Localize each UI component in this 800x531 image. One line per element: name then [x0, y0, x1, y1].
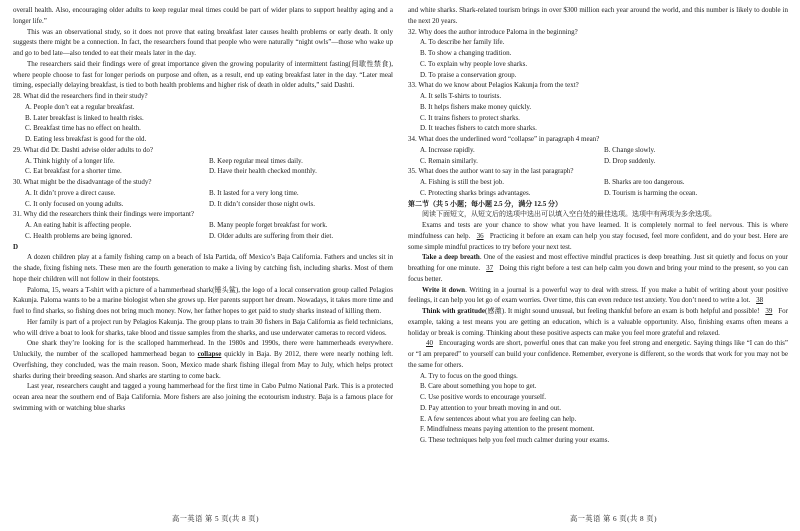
- heading-write: Write it down: [422, 285, 466, 294]
- option-32c: C. To explain why people love sharks.: [420, 59, 528, 68]
- option-33d: D. It teaches fishers to catch more sharks.: [420, 124, 537, 133]
- choice-list: [408, 371, 788, 446]
- paragraph-d5: Last year, researchers caught and tagged a young hammerhead for the first time in Cabo Pulmo National Park. This is a protected ocean area near the southern end of Baja California. More fishers are also joining the ecotourism industry. Baja is a famous place for swimming with or watching blue sharks: [13, 382, 393, 412]
- passage-gratitude-start: . It might sound unusual, but feeling thankful before an exam is both helpful and possible!: [504, 307, 760, 315]
- question-33-options: [408, 91, 788, 134]
- option-34d: D. Drop suddenly.: [604, 156, 656, 165]
- choice-b: B. Care about something you hope to get.: [420, 382, 537, 391]
- page-6-column: [408, 5, 788, 531]
- paragraph-c-findings: The researchers said their findings were of great importance given the growing popularity of intermittent fasting(间歇性禁食), where people choose to fast for longer periods on purpose and often, as a result, end up eating breakfast later in the day. “Later meal timing, especially delaying breakfast, is tied to both health problems and higher risk of death in older adults,” said Dashti.: [13, 59, 393, 90]
- option-31b: B. Many people forget breakfast for work.: [209, 221, 328, 229]
- option-31a: A. An eating habit is affecting people.: [25, 221, 132, 229]
- option-35a: A. Fishing is still the best job.: [420, 178, 505, 186]
- paragraph-c-observational: This was an observational study, so it does not prove that eating breakfast later causes health problems or early death. It only suggests there might be a connection. In fact, the researchers found that people who were naturally “night owls”—those who wake up and go to bed late—also tended to eat their meals later in the day.: [13, 27, 393, 57]
- question-29: 29. What did Dr. Dashti advise older adults to do?: [13, 145, 154, 154]
- passage-intro-end: Practicing it before an exam can help you stay focused, feel more confident, and do your best. Here are some simple mindful practices to try before your next test.: [408, 231, 788, 251]
- passage-intro: [408, 220, 788, 252]
- question-35-options: [408, 177, 788, 199]
- option-33a: A. It sells T-shirts to tourists.: [420, 92, 502, 100]
- paragraph-d3: Her family is part of a project run by Pelagios Kakunja. The group plans to train 30 fishers in Baja California as field technicians, who will drive a boat to look for sharks, take blood and tissue samples from the sharks, and use underwater cameras to record videos.: [13, 317, 393, 337]
- question-31: 31. Why did the researchers think their findings were important?: [13, 210, 195, 219]
- question-34: 34. What does the underlined word “collapse” in paragraph 4 mean?: [408, 135, 600, 143]
- blank-40: 40: [426, 339, 433, 348]
- option-29a: A. Think highly of a longer life.: [25, 156, 115, 165]
- option-33b: B. It helps fishers make money quickly.: [420, 102, 532, 111]
- choice-a: A. Try to focus on the good things.: [420, 371, 518, 380]
- passage-write-text: . Writing in a journal is a powerful way to deal with stress. If you make a habit of writing about your positive feelings, it can help you let go of exam worries. Over time, this can even reduce test anxiety. You don’t need to write a lot.: [408, 285, 788, 305]
- option-29d: D. Have their health checked monthly.: [209, 167, 317, 176]
- option-33c: C. It trains fishers to protect sharks.: [420, 113, 520, 122]
- choice-e: E. A few sentences about what you are feeling can help.: [420, 414, 577, 423]
- option-30a: A. It didn’t prove a direct cause.: [25, 188, 116, 197]
- option-35d: D. Tourism is harming the ocean.: [604, 188, 698, 197]
- question-30: 30. What might be the disadvantage of the study?: [13, 178, 152, 186]
- question-32: 32. Why does the author introduce Paloma in the beginning?: [408, 27, 578, 36]
- blank-39: 39: [765, 307, 773, 315]
- blank-38: 38: [756, 296, 764, 305]
- passage-write: [408, 285, 788, 307]
- choice-g: G. These techniques help you feel much calmer during your exams.: [420, 436, 610, 444]
- option-35b: B. Sharks are too dangerous.: [604, 178, 685, 186]
- option-34b: B. Change slowly.: [604, 145, 656, 154]
- passage-words: [408, 338, 788, 370]
- question-28: 28. What did the researchers find in their study?: [13, 92, 148, 100]
- option-28c: C. Breakfast time has no effect on health.: [25, 124, 141, 133]
- choice-d: D. Pay attention to your breath moving in and out.: [420, 403, 561, 412]
- option-32d: D. To praise a conservation group.: [420, 70, 517, 79]
- paragraph-c-end: overall health. Also, encouraging older adults to keep regular meal times could be part of wider plans to support healthy aging and a longer life.”: [13, 6, 393, 25]
- option-32b: B. To show a changing tradition.: [420, 49, 512, 57]
- question-31-options: [13, 220, 393, 242]
- option-32a: A. To describe her family life.: [420, 38, 505, 47]
- option-28d: D. Eating less breakfast is good for the old.: [25, 135, 147, 143]
- page-6-footer: 高一英语 第 6 页(共 8 页): [570, 515, 657, 523]
- passage-intro-start: Exams and tests are your chance to show what you have learned. It is completely normal to feel nervous. This is where mindfulness can help.: [408, 221, 788, 240]
- option-31c: C. Health problems are being ignored.: [25, 231, 133, 240]
- option-29c: C. Eat breakfast for a shorter time.: [25, 167, 122, 176]
- paragraph-d4-start: One shark they’re looking for is the scalloped hammerhead. In the 1980s and 1990s, there were hammerheads everywhere. Unluckily, the number of the scalloped hammerhead began to: [13, 339, 393, 358]
- choice-c: C. Use positive words to encourage yourself.: [420, 393, 546, 401]
- option-30b: B. It lasted for a very long time.: [209, 188, 299, 197]
- option-30c: C. It only focused on young adults.: [25, 199, 124, 208]
- question-30-options: [13, 188, 393, 210]
- section-d-heading: D: [13, 242, 19, 251]
- option-28a: A. People don’t eat a regular breakfast.: [25, 102, 135, 111]
- option-34a: A. Increase rapidly.: [420, 145, 475, 154]
- section-2-instructions: 阅读下面短文，从短文后的选项中选出可以填入空白处的最佳选项。选项中有两项为多余选项。: [422, 210, 716, 219]
- heading-gratitude-cn: (感激): [484, 307, 505, 315]
- paragraph-d4-end: quickly in Baja. By 2012, there were nearly nothing left. Overfishing, they concluded, was the main reason. Soon, Mexico made shark fishing illegal from May to July, which helps protect sharks during their breeding season. And sharks are starting to come back.: [13, 350, 393, 380]
- choice-f: F. Mindfulness means paying attention to the present moment.: [420, 425, 595, 434]
- passage-breath-start: . One of the easiest and most effective mindful practices is deep breathing. Just sit quietly and focus on your breathing for one minute.: [408, 253, 788, 272]
- section-2-heading: 第二节（共 5 小题；每小题 2.5 分，满分 12.5 分）: [408, 199, 562, 208]
- heading-breath: Take a deep breath: [422, 253, 480, 262]
- blank-37: 37: [486, 264, 494, 272]
- question-35: 35. What does the author want to say in the last paragraph?: [408, 167, 574, 176]
- question-34-options: [408, 145, 788, 167]
- paragraph-d1: A dozen children play at a family fishing camp on a beach of Isla Partida, off Mexico’s Baja California. Fathers and uncles sit in the shade, fixing fishing nets. These men are the fourth generation to make a living by catching fish, including sharks. Most of them hope their children will not follow in their footsteps.: [13, 253, 393, 283]
- option-31d: D. Older adults are suffering from their diet.: [209, 231, 334, 240]
- underlined-word-collapse: collapse: [197, 350, 222, 358]
- question-33: 33. What do we know about Pelagios Kakunja from the text?: [408, 81, 579, 90]
- heading-gratitude: Think with gratitude: [422, 307, 485, 315]
- passage-words-text: Encouraging words are short, powerful ones that can make you feel strong and energetic. Saying things like “I can do this” or “I am prepared” to yourself can build your confidence. Remember, everyone is different, so the words that work for you may not be the same for others.: [408, 339, 789, 369]
- paragraph-d4: [13, 338, 393, 381]
- passage-breath-end: Doing this right before a test can help calm you down and bring your mind to the present, so you can focus better.: [408, 264, 789, 283]
- option-28b: B. Later breakfast is linked to health risks.: [25, 113, 144, 122]
- option-29b: B. Keep regular meal times daily.: [209, 156, 303, 165]
- question-28-options: [13, 102, 393, 145]
- paragraph-d5-end: and white sharks. Shark-related tourism brings in over $300 million each year around the world, and this number is likely to double in the next 20 years.: [408, 6, 788, 25]
- page-5-column: [13, 5, 393, 531]
- option-35c: C. Protecting sharks brings advantages.: [420, 188, 531, 197]
- question-29-options: [13, 156, 393, 178]
- paragraph-d2: Paloma, 15, wears a T-shirt with a picture of a hammerhead shark(锤头鲨), the logo of a local conservation group called Pelagios Kakunja. Paloma wants to be a marine biologist when she grows up. Her parents support her dream. Nowadays, it takes more time and fuel to find sharks, so fishing does not bring much money. Now, her father hopes to get paid to study sharks instead of killing them.: [13, 285, 393, 315]
- page-5-footer: 高一英语 第 5 页(共 8 页): [172, 515, 259, 523]
- passage-gratitude: [408, 306, 788, 338]
- passage-breath: [408, 252, 788, 284]
- passage-gratitude-end: For example, taking a test means you are getting an education, which is a valuable opportunity. Also, finishing exams often means a holiday or break is coming. Thinking about these positive aspects can make you feel more grateful and relaxed.: [408, 307, 789, 337]
- option-34c: C. Remain similarly.: [420, 156, 478, 165]
- option-30d: D. It didn’t consider those night owls.: [209, 199, 316, 208]
- question-32-options: [408, 37, 788, 80]
- blank-36: 36: [476, 231, 484, 240]
